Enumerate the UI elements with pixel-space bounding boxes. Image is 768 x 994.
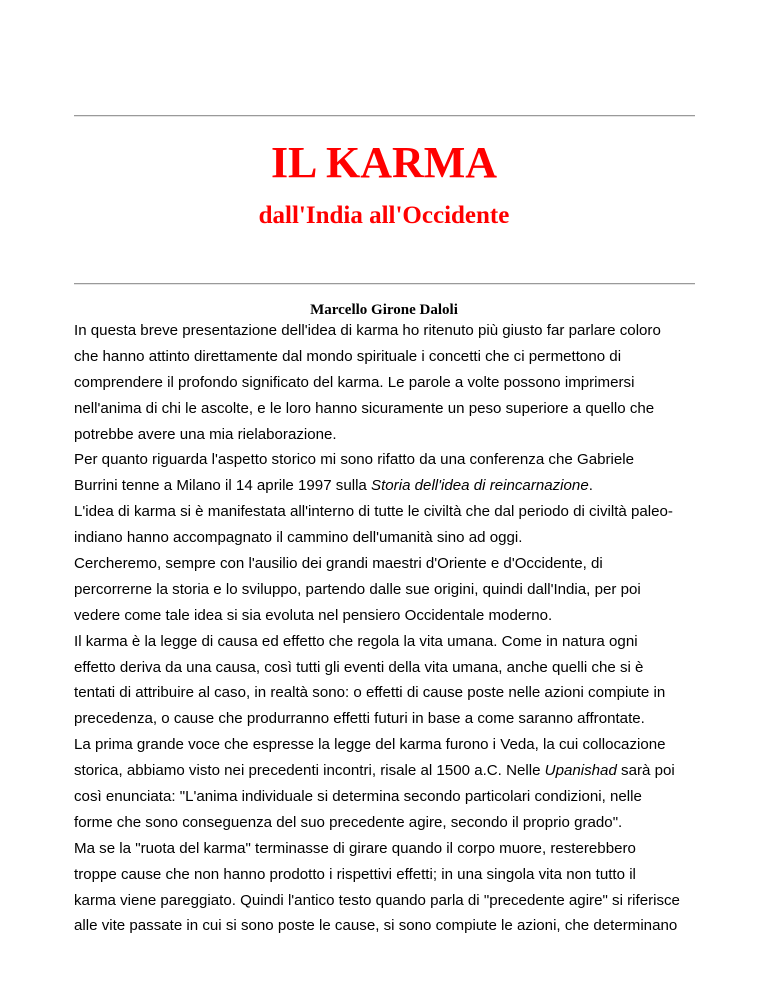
page-title: IL KARMA bbox=[270, 138, 498, 187]
horizontal-rule-top bbox=[74, 115, 695, 117]
text-line: indiano hanno accompagnato il cammino dell'umanità sino ad oggi. bbox=[74, 529, 523, 547]
text-line-post: sarà poi bbox=[616, 762, 675, 780]
text-line: potrebbe avere una mia rielaborazione. bbox=[74, 425, 337, 443]
text-line: effetto deriva da una causa, così tutti gli eventi della vita umana, anche quelli che si è bbox=[74, 658, 644, 676]
text-line: che hanno attinto direttamente dal mondo spirituale i concetti che ci permettono di bbox=[74, 347, 622, 365]
text-line-post: . bbox=[588, 477, 593, 495]
text-line bbox=[74, 473, 714, 499]
text-line: In questa breve presentazione dell'idea di karma ho ritenuto più giusto far parlare coloro bbox=[74, 322, 661, 339]
text-line: karma viene pareggiato. Quindi l'antico testo quando parla di "precedente agire" si riferisce bbox=[74, 891, 680, 909]
italic-title: Storia dell'idea di reincarnazione bbox=[371, 477, 589, 495]
italic-title: Upanishad bbox=[544, 762, 617, 780]
body-text bbox=[74, 318, 714, 939]
text-line: troppe cause che non hanno prodotto i rispettivi effetti; in una singola vita non tutto il bbox=[74, 865, 636, 883]
text-line-pre: Burrini tenne a Milano il 14 aprile 1997 sulla bbox=[74, 477, 372, 495]
text-line: vedere come tale idea si sia evoluta nel pensiero Occidentale moderno. bbox=[74, 606, 553, 624]
text-line: percorrerne la storia e lo sviluppo, partendo dalle sue origini, quindi dall'India, per poi bbox=[74, 580, 641, 598]
text-line: alle vite passate in cui si sono poste le cause, si sono compiute le azioni, che determinano bbox=[74, 917, 678, 935]
horizontal-rule-bottom bbox=[74, 283, 695, 285]
text-line: Cercheremo, sempre con l'ausilio dei grandi maestri d'Oriente e d'Occidente, di bbox=[74, 555, 603, 573]
text-line: forme che sono conseguenza del suo precedente agire, secondo il proprio grado". bbox=[74, 813, 623, 831]
text-line: nell'anima di chi le ascolte, e le loro hanno sicuramente un peso superiore a quello che bbox=[74, 399, 655, 417]
text-line bbox=[74, 758, 714, 784]
text-line: precedenza, o cause che produrranno effetti futuri in base a come saranno affrontate. bbox=[74, 710, 645, 728]
text-line: tentati di attribuire al caso, in realtà sono: o effetti di cause poste nelle azioni compiute in bbox=[74, 684, 666, 702]
text-line: L'idea di karma si è manifestata all'interno di tutte le civiltà che dal periodo di civiltà paleo- bbox=[74, 503, 673, 521]
page-subtitle: dall'India all'Occidente bbox=[258, 202, 510, 229]
text-line: Il karma è la legge di causa ed effetto che regola la vita umana. Come in natura ogni bbox=[74, 632, 638, 650]
text-line: Per quanto riguarda l'aspetto storico mi sono rifatto da una conferenza che Gabriele bbox=[74, 451, 635, 469]
text-line: Ma se la "ruota del karma" terminasse di girare quando il corpo muore, resterebbero bbox=[74, 839, 636, 857]
text-line: comprendere il profondo significato del karma. Le parole a volte possono imprimersi bbox=[74, 373, 635, 391]
text-line: così enunciata: "L'anima individuale si determina secondo particolari condizioni, nelle bbox=[74, 788, 642, 806]
text-line-pre: storica, abbiamo visto nei precedenti incontri, risale al 1500 a.C. Nelle bbox=[74, 762, 545, 780]
author-name: Marcello Girone Daloli bbox=[310, 302, 458, 318]
text-line: La prima grande voce che espresse la legge del karma furono i Veda, la cui collocazione bbox=[74, 736, 666, 754]
